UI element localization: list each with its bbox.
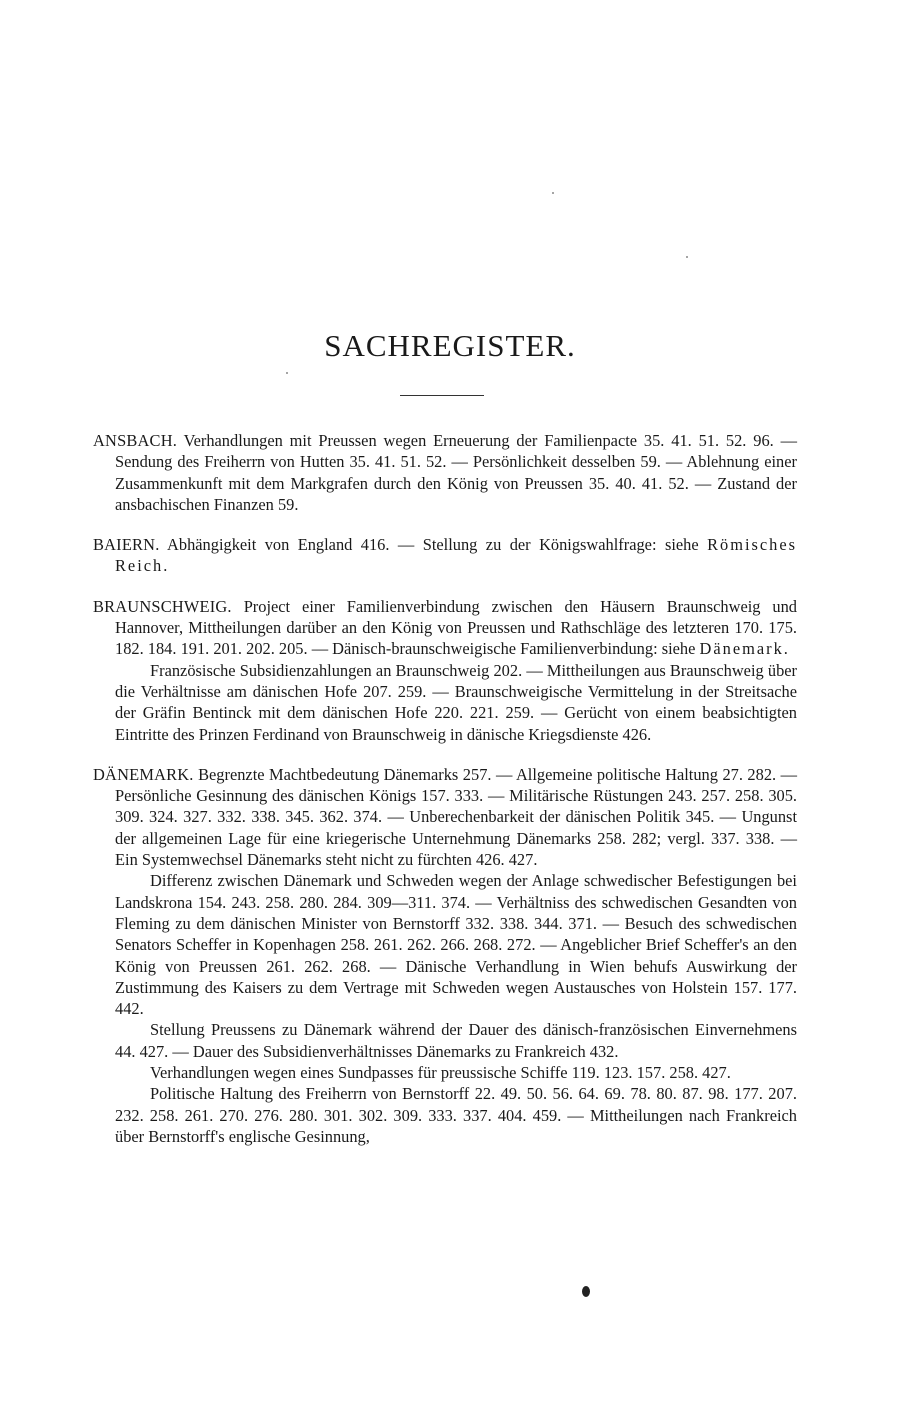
- title-divider: [400, 395, 484, 396]
- entry-text: Abhängigkeit von England 416. — Stellung zu der Königswahlfrage: siehe: [159, 535, 708, 555]
- index-entry: [93, 764, 797, 1147]
- entry-text: Politische Haltung des Freiherrn von Bernstorff 22. 49. 50. 56. 64. 69. 78. 80. 87. 98. 177. 207. 232. 258. 261. 270. 276. 280. 301. 302. 309. 333. 337. 404. 459. — Mittheilungen nach Frankreich über Bernstorff's englische Gesinnung,: [115, 1084, 797, 1146]
- entry-text: Begrenzte Machtbedeutung Dänemarks 257. — Allgemeine politische Haltung 27. 282. — Persönliche Gesinnung des dänischen Königs 157. 333. — Militärische Rüstungen 243. 257. 258. 305. 309. 324. 327. 332. 338. 345. 362. 374. — Unberechenbarkeit der dänischen Politik 345. — Ungunst der allgemeinen Lage für eine kriegerische Unternehmung Dänemarks 258. 282; vergl. 337. 338. — Ein Systemwechsel Dänemarks steht nicht zu fürchten 426. 427.: [115, 764, 797, 870]
- entry-continuation-paragraph: [93, 1083, 797, 1147]
- entry-text: Verhandlungen mit Preussen wegen Erneuerung der Familienpacte 35. 41. 51. 52. 96. — Sendung des Freiherrn von Hutten 35. 41. 51. 52. — Persönlichkeit desselben 59. — Ablehnung einer Zusammenkunft mit dem Markgrafen durch den König von Preussen 35. 40. 41. 52. — Zustand der ansbachischen Finanzen 59.: [115, 431, 797, 514]
- index-entries: [93, 430, 797, 1166]
- entry-headword: ANSBACH.: [93, 431, 178, 450]
- entry-text: Differenz zwischen Dänemark und Schweden wegen der Anlage schwedischer Befestigungen bei Landskrona 154. 243. 258. 280. 284. 309—311. 374. — Verhältniss des schwedischen Gesandten von Fleming zu dem dänischen Minister von Bernstorff 332. 338. 344. 371. — Besuch des schwedischen Senators Scheffer in Kopenhagen 258. 261. 262. 266. 268. 272. — Angeblicher Brief Scheffer's an den König von Preussen 261. 262. 268. — Dänische Verhandlung in Wien behufs Auswirkung der Zustimmung des Kaisers zu dem Vertrage mit Schweden wegen Austausches von Holstein 157. 177. 442.: [115, 871, 797, 1019]
- index-entry: [93, 430, 797, 515]
- entry-headword: DÄNEMARK.: [93, 764, 194, 784]
- page-title: SACHREGISTER.: [324, 328, 576, 363]
- entry-paragraph: [93, 596, 797, 660]
- index-entry: [93, 596, 797, 745]
- entry-paragraph: [93, 534, 797, 577]
- index-entry: [93, 534, 797, 577]
- paper-speck: [552, 192, 554, 194]
- entry-text: .: [783, 639, 788, 659]
- page-ornament-dot: [582, 1286, 590, 1297]
- entry-headword: BAIERN.: [93, 535, 160, 555]
- entry-text: Stellung Preussens zu Dänemark während der Dauer des dänisch-französischen Einvernehmens 44. 427. — Dauer des Subsidienverhältnisses Dänemarks zu Frankreich 432.: [115, 1020, 797, 1061]
- entry-continuation-paragraph: [93, 660, 797, 745]
- entry-text: .: [163, 556, 168, 576]
- entry-paragraph: [93, 764, 797, 870]
- paper-speck: [686, 256, 688, 258]
- cross-reference: Römisches Reich: [115, 535, 797, 576]
- entry-continuation-paragraph: [93, 1062, 797, 1083]
- paper-speck: [286, 372, 288, 374]
- entry-text: Verhandlungen wegen eines Sundpasses für preussische Schiffe 119. 123. 157. 258. 427.: [150, 1063, 731, 1083]
- entry-text: Project einer Familienverbindung zwischen den Häusern Braunschweig und Hannover, Mittheilungen darüber an den König von Preussen und Rathschläge des letzteren 170. 175. 182. 184. 191. 201. 202. 205. — Dänisch-braunschweigische Familienverbindung: siehe: [115, 596, 797, 659]
- entry-text: Französische Subsidienzahlungen an Braunschweig 202. — Mittheilungen aus Braunschweig über die Verhältnisse am dänischen Hofe 207. 259. — Braunschweigische Vermittelung in der Streitsache der Gräfin Bentinck mit dem dänischen Hofe 220. 221. 259. — Gerücht von einem beabsichtigten Eintritte des Prinzen Ferdinand von Braunschweig in dänische Kriegsdienste 426.: [115, 660, 797, 744]
- entry-paragraph: [93, 430, 797, 515]
- cross-reference: Dänemark: [699, 639, 784, 659]
- entry-headword: BRAUNSCHWEIG.: [93, 596, 232, 616]
- entry-continuation-paragraph: [93, 1019, 797, 1062]
- entry-continuation-paragraph: [93, 870, 797, 1019]
